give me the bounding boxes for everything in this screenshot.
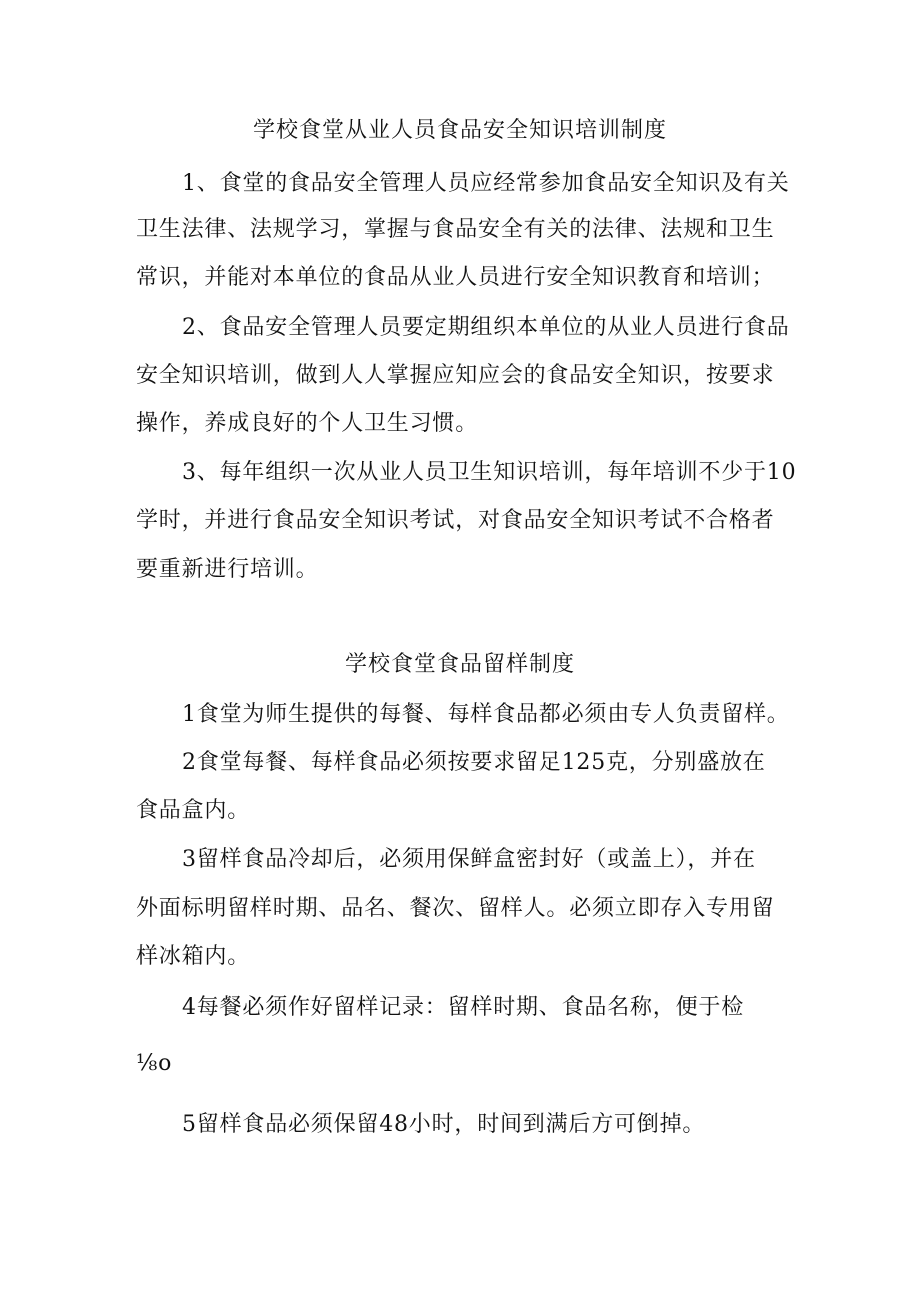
section1-line-8: 学时，并进行食品安全知识考试，对食品安全知识考试不合格者 (136, 508, 775, 533)
section1-line-3: 常识，并能对本单位的食品从业人员进行安全知识教育和培训； (136, 265, 775, 290)
section1-line-7: 3、每年组织一次从业人员卫生知识培训，每年培训不少于10 (182, 460, 797, 485)
section1-line-4: 2、食品安全管理人员要定期组织本单位的从业人员进行食品 (182, 315, 790, 340)
section1-line-9: 要重新进行培训。 (136, 557, 319, 582)
section2-line-7: 4每餐必须作好留样记录：留样时期、食品名称，便于检 (182, 995, 744, 1020)
section1-title: 学校食堂从业人员食品安全知识培训制度 (252, 118, 667, 143)
section1-line-5: 安全知识培训，做到人人掌握应知应会的食品安全知识，按要求 (136, 363, 775, 388)
section2-line-4: 3留样食品冷却后，必须用保鲜盒密封好（或盖上），并在 (182, 847, 756, 872)
section2-title: 学校食堂食品留样制度 (344, 652, 575, 677)
section1-line-6: 操作，养成良好的个人卫生习惯。 (136, 411, 479, 436)
section2-line-1: 1食堂为师生提供的每餐、每样食品都必须由专人负责留样。 (182, 702, 790, 727)
section2-line-8: ⅛o (136, 1051, 173, 1076)
section2-line-9: 5留样食品必须保留48小时，时间到满后方可倒掉。 (182, 1112, 706, 1137)
section2-line-6: 样冰箱内。 (136, 944, 251, 969)
section2-line-5: 外面标明留样时期、品名、餐次、留样人。必须立即存入专用留 (136, 896, 775, 921)
section1-line-1: 1、食堂的食品安全管理人员应经常参加食品安全知识及有关 (182, 171, 790, 196)
section1-line-2: 卫生法律、法规学习，掌握与食品安全有关的法律、法规和卫生 (136, 217, 775, 242)
section2-line-3: 食品盒内。 (136, 798, 251, 823)
section2-line-2: 2食堂每餐、每样食品必须按要求留足125克，分别盛放在 (182, 750, 766, 775)
